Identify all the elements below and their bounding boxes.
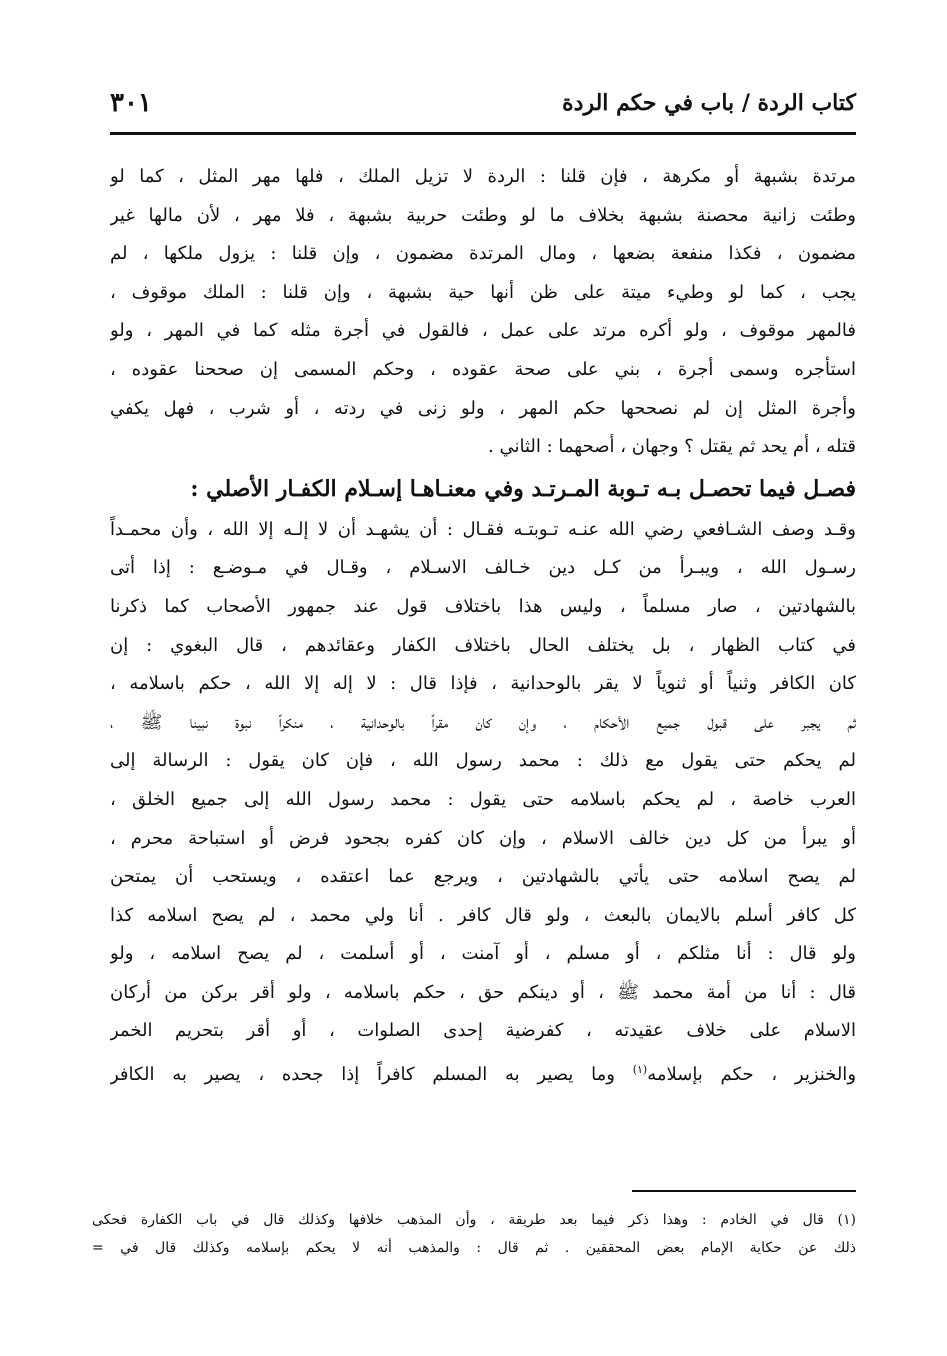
footnote-reference[interactable]: (١) bbox=[632, 1063, 648, 1077]
page-number: ٣٠١ bbox=[110, 88, 152, 118]
text-line: مرتدة بشبهة أو مكرهة ، فإن قلنا : الردة لا تزيل الملك ، فلها مهر المثل ، كما لو bbox=[110, 166, 856, 187]
main-text bbox=[110, 158, 856, 1090]
text-line: يجب ، كما لو وطيء ميتة على ظن أنها حية بشبهة ، وإن قلنا : الملك موقوف ، bbox=[110, 281, 856, 303]
text-line: الاسلام على خلاف عقيدته ، كفرضية إحدى الصلوات ، أو أقر بتحريم الخمر bbox=[110, 1020, 856, 1042]
text-line: كان الكافر وثنياً أو ثنوياً لا يقر بالوحدانية ، فإذا قال : لا إله إلا الله ، حكم باسلامه ، bbox=[110, 673, 856, 695]
paragraph-2 bbox=[110, 511, 856, 1090]
text-line: لم يصح اسلامه حتى يأتي بالشهادتين ، ويرجع عما اعتقده ، ويستحب أن يمتحن bbox=[110, 866, 856, 888]
text-line: كل كافر أسلم بالايمان بالبعث ، ولو قال كافر . أنا ولي محمد ، لم يصح اسلامه كذا bbox=[110, 904, 856, 926]
paragraph-1 bbox=[110, 158, 856, 467]
text-line: لم يحكم حتى يقول مع ذلك : محمد رسول الله ، فإن كان يقول : الرسالة إلى bbox=[110, 750, 856, 772]
footnotes bbox=[92, 1206, 856, 1262]
footnote-line: (١) قال في الخادم : وهذا ذكر فيما بعد طريقة ، وأن المذهب خلافها وكذلك قال في باب الكفارة فحكى bbox=[92, 1212, 856, 1228]
text-line: قال : أنا من أمة محمد ﷺ ، أو دينكم حق ، حكم باسلامه ، ولو أقر بركن من أركان bbox=[110, 981, 856, 1003]
text-line bbox=[110, 1051, 856, 1090]
text-line: قتله ، أم يحد ثم يقتل ؟ وجهان ، أصحهما : الثاني . bbox=[488, 436, 856, 458]
text-line: رسـول الله ، ويبـرأ من كـل دين خـالف الاسـلام ، وقـال في مـوضـع : إذا أتى bbox=[110, 557, 856, 579]
text-segment: وما يصير به المسلم كافراً إذا جحده ، يصير به الكافر bbox=[110, 1064, 633, 1086]
footnote-divider bbox=[632, 1190, 856, 1192]
text-line: بالشهادتين ، صار مسلماً ، وليس هذا باختلاف قول عند جمهور الأصحاب كما ذكرنا bbox=[110, 595, 856, 617]
section-heading: فصـل فيما تحصـل بـه تـوبة المـرتـد وفي معنـاهـا إسـلام الكفـار الأصلي : bbox=[190, 475, 856, 502]
footnote-line: ذلك عن حكاية الإمام بعض المحققين . ثم قال : والمذهب أنه لا يحكم بإسلامه وكذلك قال في = bbox=[92, 1240, 856, 1256]
text-line: فالمهر موقوف ، ولو أكره مرتد على عمل ، فالقول في أجرة مثله كما في المهر ، ولو bbox=[110, 320, 856, 342]
running-title: كتاب الردة / باب في حكم الردة bbox=[562, 90, 856, 116]
text-line: العرب خاصة ، لم يحكم باسلامه حتى يقول : محمد رسول الله إلى جميع الخلق ، bbox=[110, 788, 856, 810]
text-line: وقـد وصف الشـافعي رضي الله عنـه تـوبتـه فقـال : أن يشهـد أن لا إلـه إلا الله ، وأن محمـداً bbox=[110, 518, 856, 540]
page-header bbox=[110, 86, 856, 126]
text-line: وطئت زانية محصنة بشبهة بخلاف ما لو وطئت حربية بشبهة ، فلا مهر ، لأن مالها غير bbox=[110, 204, 856, 226]
text-line: ولو قال : أنا مثلكم ، أو مسلم ، أو آمنت ، أو أسلمت ، لم يصح اسلامه ، ولو bbox=[110, 943, 856, 965]
header-divider bbox=[110, 132, 856, 135]
text-line: أو يبرأ من كل دين خالف الاسلام ، وإن كان كفره بجحود فرض أو استباحة محرم ، bbox=[110, 827, 856, 849]
text-line: استأجره وسمى أجرة ، بني على صحة عقوده ، وحكم المسمى إن صححنا عقوده ، bbox=[110, 358, 856, 380]
text-segment: والخنزير ، حكم بإسلامه bbox=[647, 1064, 856, 1086]
text-line: مضمون ، فكذا منفعة بضعها ، ومال المرتدة مضمون ، وإن قلنا : يزول ملكها ، لم bbox=[110, 243, 856, 265]
text-line: ثم يجبر على قبول جميع الأحكام ، وإن كان مقراً بالوحدانية ، منكراً نبوة نبينا ﷺ ، bbox=[110, 711, 856, 733]
text-line: في كتاب الظهار ، بل يختلف الحال باختلاف الكفار وعقائدهم ، قال البغوي : إن bbox=[110, 634, 856, 656]
text-line: وأجرة المثل إن لم نصححها حكم المهر ، ولو زنى في ردته ، أو شرب ، فهل يكفي bbox=[110, 397, 856, 419]
